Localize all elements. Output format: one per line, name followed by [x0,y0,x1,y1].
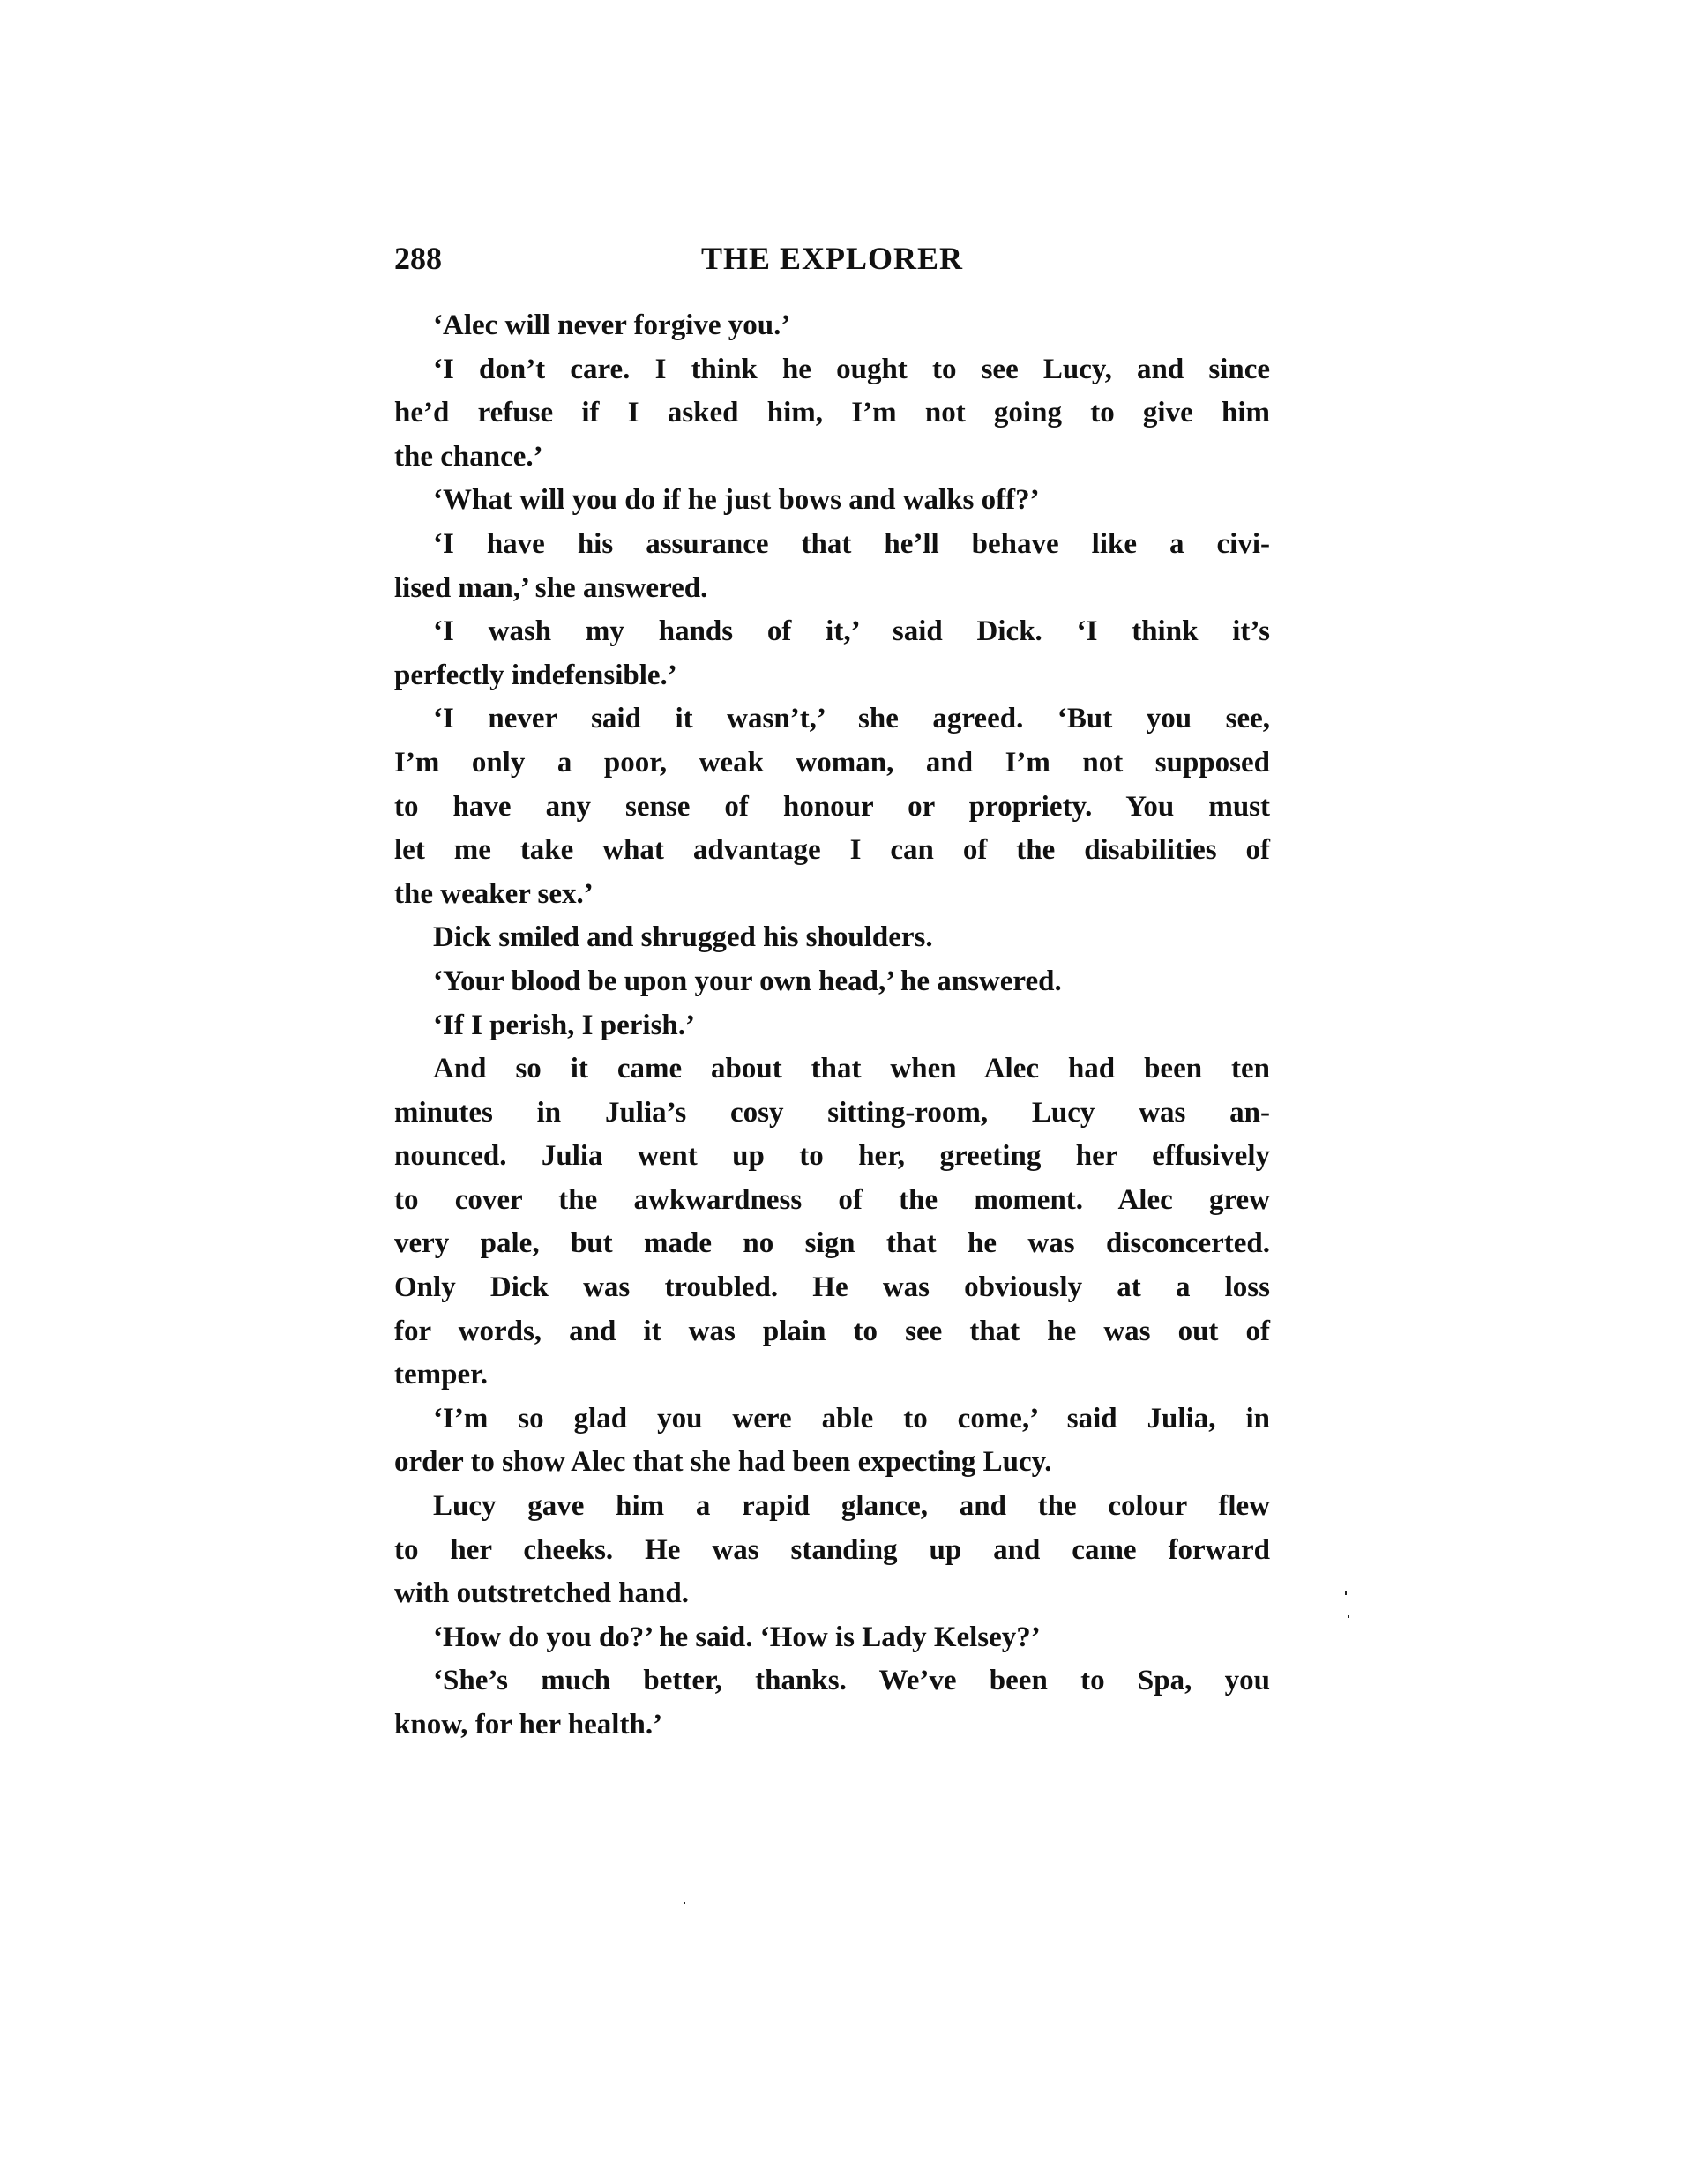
running-header [394,236,1270,280]
paragraph [394,697,1270,916]
running-title: THE EXPLORER [700,241,964,276]
text-line: order to show Alec that she had been expecting Lucy. [394,1446,1052,1479]
text-line: know, for her health.’ [394,1709,663,1740]
text-line: ‘I have his assurance that he’ll behave like a civi- [433,527,1270,560]
paragraph [394,1004,1270,1048]
paragraph [394,1047,1270,1398]
text-line: ‘Your blood be upon your own head,’ he answered. [433,965,1062,997]
text-line: ‘I’m so glad you were able to come,’ said Julia, in [433,1402,1270,1435]
paragraph [394,479,1270,523]
text-line: Only Dick was troubled. He was obviously at a loss [394,1271,1270,1304]
text-line: ‘I don’t care. I think he ought to see Lucy, and since [433,353,1270,385]
text-line: ‘Alec will never forgive you.’ [433,309,791,341]
paragraph [394,1616,1270,1660]
text-line: to cover the awkwardness of the moment. Alec grew [394,1183,1270,1216]
paragraph [394,1659,1270,1747]
paragraph [394,610,1270,697]
paragraph [394,960,1270,1004]
paragraph [394,523,1270,610]
text-line: with outstretched hand. [394,1577,690,1610]
paragraph [394,1485,1270,1616]
text-line: for words, and it was plain to see that he was out of [394,1315,1270,1347]
text-line: very pale, but made no sign that he was disconcerted. [394,1227,1270,1260]
text-line: I’m only a poor, weak woman, and I’m not supposed [394,746,1270,779]
text-line: to have any sense of honour or propriety. You must [394,790,1270,823]
text-line: nounced. Julia went up to her, greeting her effusively [394,1140,1270,1173]
text-line: the chance.’ [394,440,543,473]
text-line: ‘If I perish, I perish.’ [433,1009,696,1041]
text-line: ‘She’s much better, thanks. We’ve been to Spa, you [433,1665,1270,1697]
scan-speck [1345,1591,1347,1595]
scan-speck [1348,1615,1349,1618]
text-line: Lucy gave him a rapid glance, and the colour flew [433,1490,1270,1523]
text-line: Dick smiled and shrugged his shoulders. [433,921,933,954]
page-number: 288 [394,241,442,276]
text-line: temper. [394,1359,488,1391]
paragraph [394,348,1270,480]
text-line: he’d refuse if I asked him, I’m not going to give him [394,397,1270,429]
paragraph [394,916,1270,960]
scan-speck [684,1902,685,1904]
text-line: ‘How do you do?’ he said. ‘How is Lady Kelsey?’ [433,1621,1041,1653]
text-line: ‘What will you do if he just bows and walks off?’ [433,484,1040,517]
paragraph [394,1398,1270,1485]
text-line: to her cheeks. He was standing up and came forward [394,1533,1270,1566]
paragraph [394,304,1270,348]
text-line: ‘I wash my hands of it,’ said Dick. ‘I think it’s [433,615,1270,648]
text-line: And so it came about that when Alec had been ten [433,1053,1270,1085]
text-line: minutes in Julia’s cosy sitting-room, Lucy was an- [394,1096,1270,1129]
text-line: let me take what advantage I can of the disabilities of [394,834,1270,867]
text-line: lised man,’ she answered. [394,571,708,604]
body-text [394,304,1270,1748]
text-line: ‘I never said it wasn’t,’ she agreed. ‘But you see, [433,703,1270,735]
text-line: the weaker sex.’ [394,877,594,910]
text-line: perfectly indefensible.’ [394,659,677,691]
